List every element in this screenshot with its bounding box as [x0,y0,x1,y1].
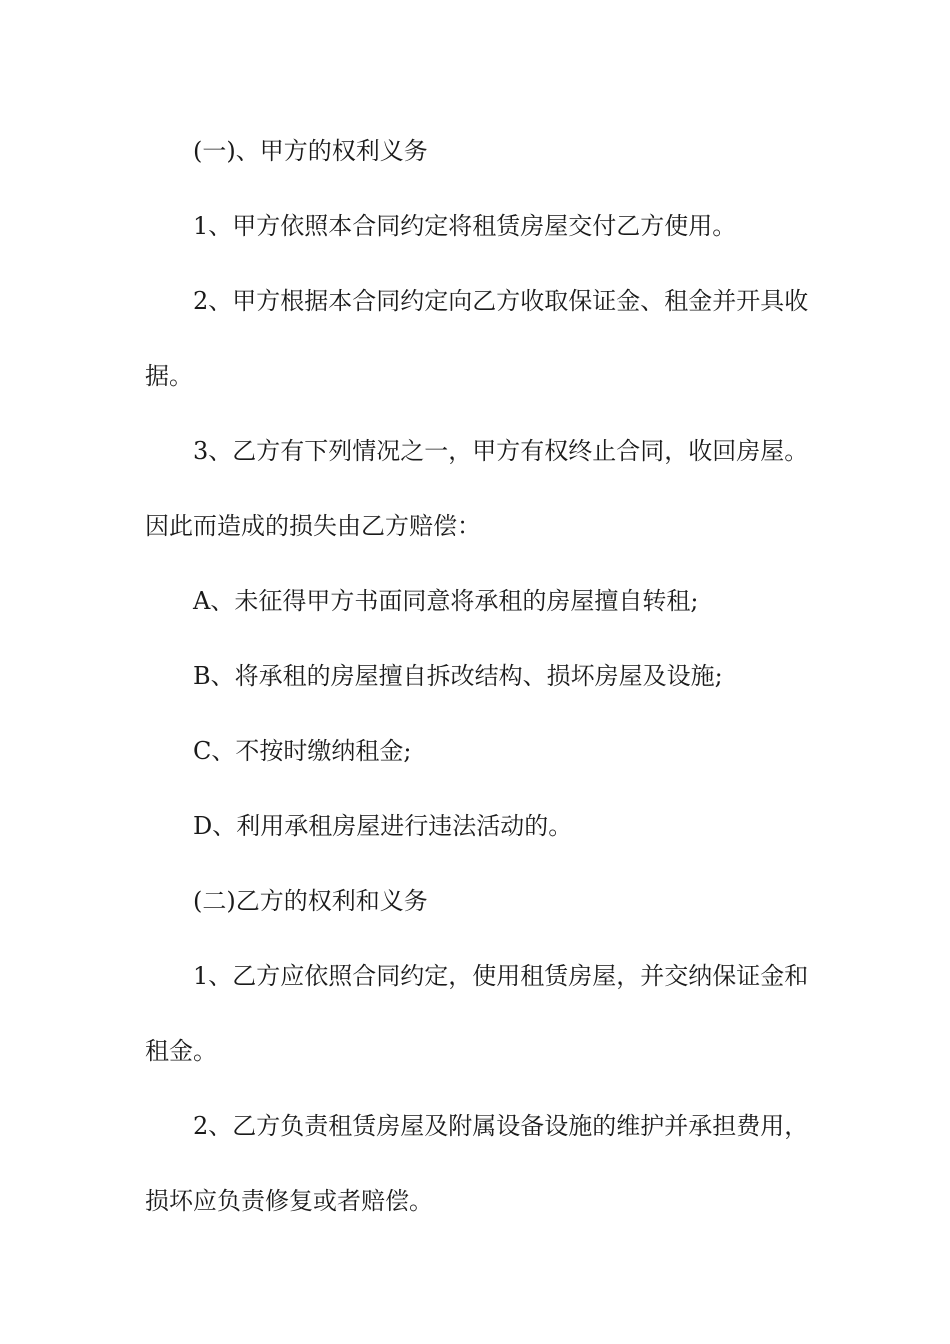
paragraph-a1: 1、甲方依照本合同约定将租赁房屋交付乙方使用。 [193,212,737,240]
list-item-c: C、不按时缴纳租金; [193,737,412,765]
paragraph-b1-line1: 1、乙方应依照合同约定，使用租赁房屋，并交纳保证金和 [193,962,809,990]
paragraph-a2-line2: 据。 [145,362,193,390]
section-heading-party-b: (二)乙方的权利和义务 [193,887,428,915]
list-item-a: A、未征得甲方书面同意将承租的房屋擅自转租; [193,587,699,615]
list-item-b: B、将承租的房屋擅自拆改结构、损坏房屋及设施; [193,662,723,690]
paragraph-b2-line1: 2、乙方负责租赁房屋及附属设备设施的维护并承担费用， [193,1112,809,1140]
paragraph-a3-line2: 因此而造成的损失由乙方赔偿： [145,512,481,540]
paragraph-a3-line1: 3、乙方有下列情况之一，甲方有权终止合同，收回房屋。 [193,437,809,465]
paragraph-a2-line1: 2、甲方根据本合同约定向乙方收取保证金、租金并开具收 [193,287,809,315]
section-heading-party-a: (一)、甲方的权利义务 [193,137,428,165]
list-item-d: D、利用承租房屋进行违法活动的。 [193,812,573,840]
paragraph-b1-line2: 租金。 [145,1037,217,1065]
paragraph-b2-line2: 损坏应负责修复或者赔偿。 [145,1187,433,1215]
